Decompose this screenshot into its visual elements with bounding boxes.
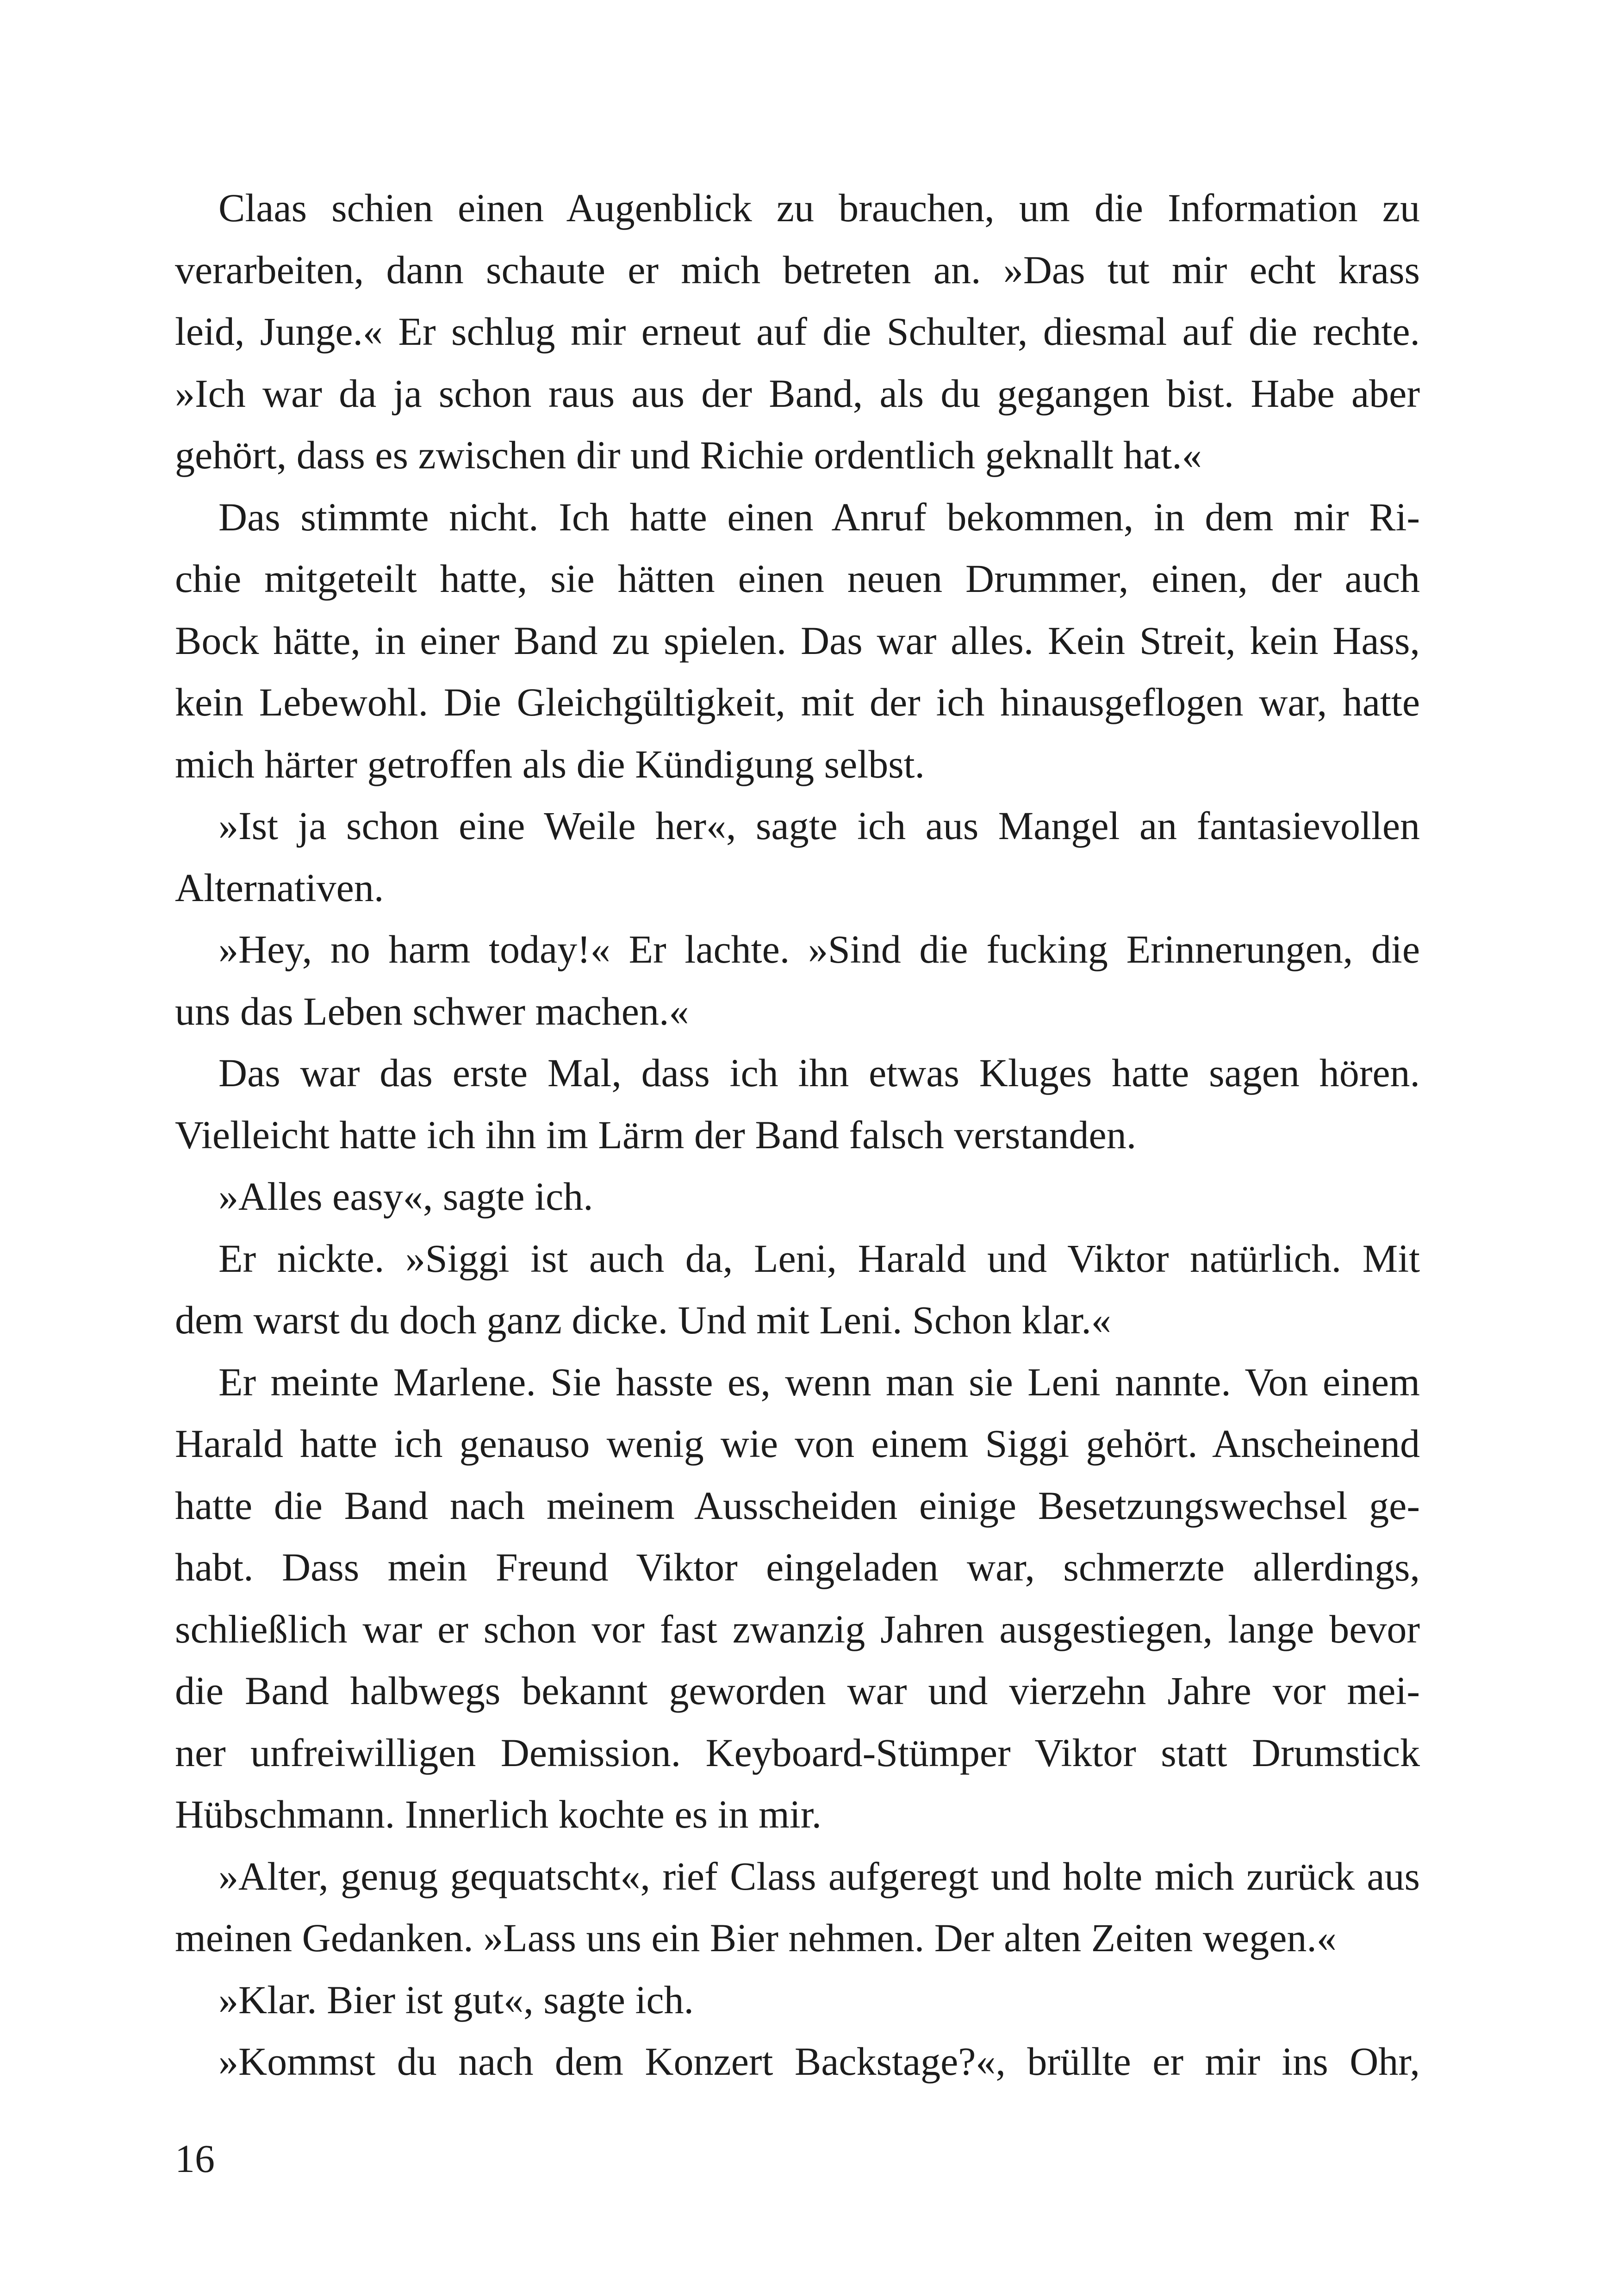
text-line: leid, Junge.« Er schlug mir erneut auf die Schulter, diesmal auf die rechte. xyxy=(175,309,1420,354)
text-line: »Ist ja schon eine Weile her«, sagte ich aus Mangel an fantasievollen xyxy=(218,803,1420,848)
text-line: verarbeiten, dann schaute er mich betreten an. »Das tut mir echt krass xyxy=(175,247,1420,292)
text-line: Er nickte. »Siggi ist auch da, Leni, Harald und Viktor natürlich. Mit xyxy=(218,1236,1420,1281)
text-line: »Hey, no harm today!« Er lachte. »Sind die fucking Erinnerungen, die xyxy=(218,927,1420,971)
text-line: Hübschmann. Innerlich kochte es in mir. xyxy=(175,1792,822,1836)
text-line: Vielleicht hatte ich ihn im Lärm der Band falsch verstanden. xyxy=(175,1112,1137,1157)
text-line: »Alter, genug gequatscht«, rief Class aufgeregt und holte mich zurück aus xyxy=(218,1854,1420,1898)
text-line: Claas schien einen Augenblick zu brauchen, um die Information zu xyxy=(218,186,1420,230)
text-line: »Kommst du nach dem Konzert Backstage?«, brüllte er mir ins Ohr, xyxy=(218,2039,1420,2084)
text-line: uns das Leben schwer machen.« xyxy=(175,989,689,1033)
text-line: kein Lebewohl. Die Gleichgültigkeit, mit der ich hinausgeflogen war, hatte xyxy=(175,680,1420,724)
text-line: »Alles easy«, sagte ich. xyxy=(218,1174,593,1219)
page-number: 16 xyxy=(175,2136,215,2181)
text-line: »Ich war da ja schon raus aus der Band, als du gegangen bist. Habe aber xyxy=(175,371,1420,416)
text-line: gehört, dass es zwischen dir und Richie ordentlich geknallt hat.« xyxy=(175,433,1202,477)
text-line: die Band halbwegs bekannt geworden war und vierzehn Jahre vor mei- xyxy=(175,1668,1420,1713)
text-line: habt. Dass mein Freund Viktor eingeladen war, schmerzte allerdings, xyxy=(175,1545,1420,1589)
text-line: hatte die Band nach meinem Ausscheiden einige Besetzungswechsel ge- xyxy=(175,1483,1420,1528)
body-text xyxy=(175,177,1420,2093)
text-line: ner unfreiwilligen Demission. Keyboard-Stümper Viktor statt Drumstick xyxy=(175,1730,1420,1775)
text-line: »Klar. Bier ist gut«, sagte ich. xyxy=(218,1977,694,2022)
text-line: Alternativen. xyxy=(175,865,384,910)
text-line: chie mitgeteilt hatte, sie hätten einen neuen Drummer, einen, der auch xyxy=(175,556,1420,601)
text-line: meinen Gedanken. »Lass uns ein Bier nehmen. Der alten Zeiten wegen.« xyxy=(175,1916,1337,1960)
text-line: schließlich war er schon vor fast zwanzig Jahren ausgestiegen, lange bevor xyxy=(175,1606,1420,1651)
text-line: Bock hätte, in einer Band zu spielen. Das war alles. Kein Streit, kein Hass, xyxy=(175,618,1420,663)
text-line: Harald hatte ich genauso wenig wie von einem Siggi gehört. Anscheinend xyxy=(175,1421,1420,1466)
text-line: mich härter getroffen als die Kündigung selbst. xyxy=(175,741,925,786)
text-line: Das war das erste Mal, dass ich ihn etwas Kluges hatte sagen hören. xyxy=(218,1051,1420,1095)
text-line: dem warst du doch ganz dicke. Und mit Leni. Schon klar.« xyxy=(175,1298,1111,1342)
text-line: Das stimmte nicht. Ich hatte einen Anruf bekommen, in dem mir Ri- xyxy=(218,494,1420,539)
text-line: Er meinte Marlene. Sie hasste es, wenn man sie Leni nannte. Von einem xyxy=(218,1359,1420,1404)
